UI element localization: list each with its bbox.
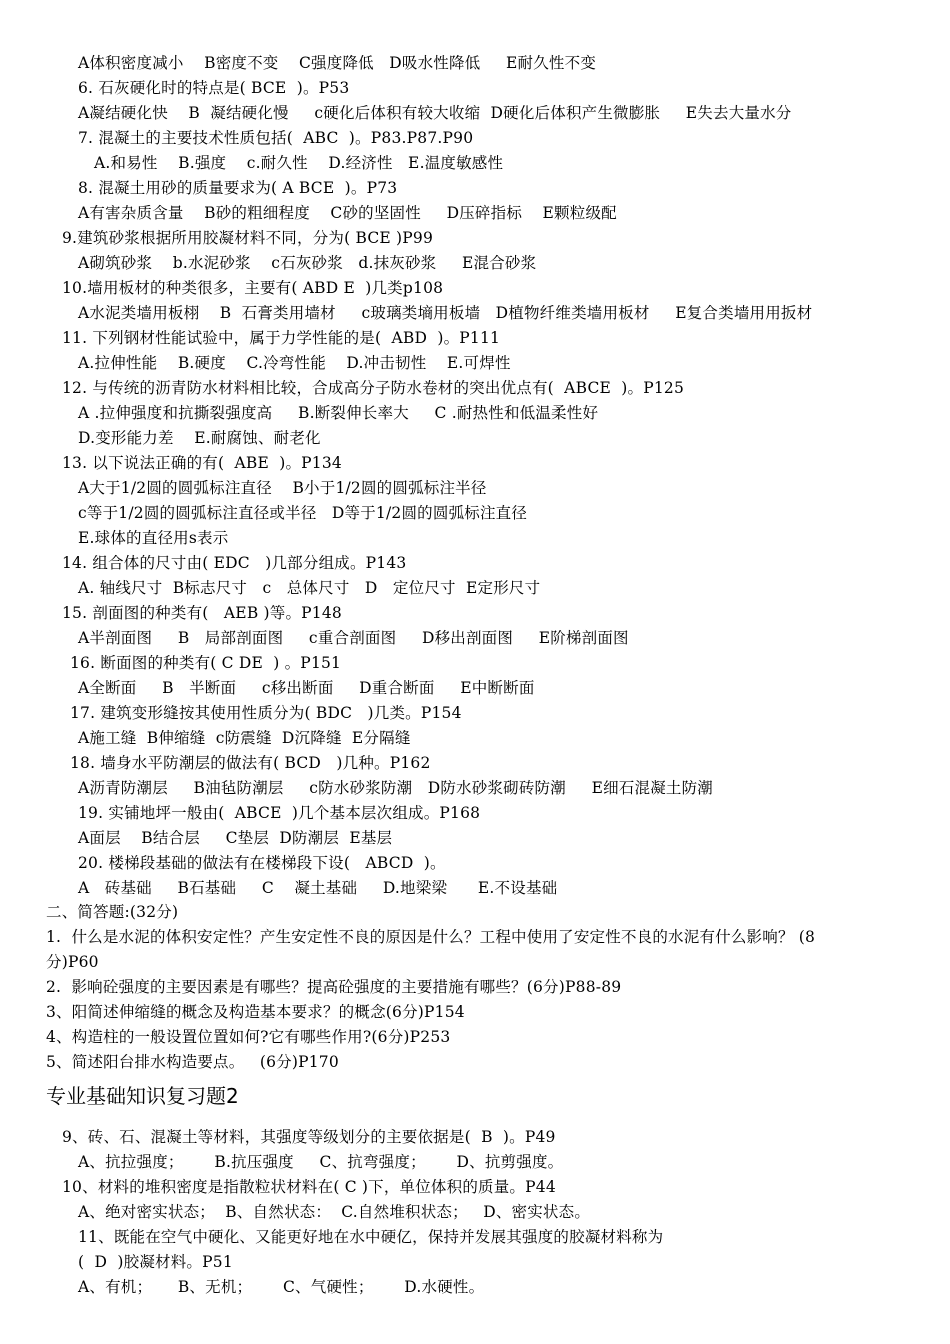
text-line: E.球体的直径用s表示 bbox=[78, 529, 229, 547]
text-line: 5、简述阳台排水构造要点。 (6分)P170 bbox=[46, 1053, 339, 1071]
text-line: 10、材料的堆积密度是指散粒状材料在( C )下，单位体积的质量。P44 bbox=[62, 1178, 556, 1196]
text-line: 9、砖、石、混凝土等材料，其强度等级划分的主要依据是( B )。P49 bbox=[62, 1128, 556, 1146]
text-line: A全断面 B 半断面 c移出断面 D重合断面 E中断断面 bbox=[78, 679, 535, 697]
text-line: 17. 建筑变形缝按其使用性质分为( BDC )几类。P154 bbox=[70, 704, 462, 722]
text-line: 12. 与传统的沥青防水材料相比较，合成高分子防水卷材的突出优点有( ABCE )。P125 bbox=[62, 379, 685, 397]
text-line: A.拉伸性能 B.硬度 C.冷弯性能 D.冲击韧性 E.可焊性 bbox=[78, 354, 511, 372]
text-line: 11. 下列钢材性能试验中，属于力学性能的是( ABD )。P111 bbox=[62, 329, 501, 347]
text-line: 9.建筑砂浆根据所用胶凝材料不同，分为( BCE )P99 bbox=[62, 229, 434, 247]
text-line: A、抗拉强度； B.抗压强度 C、抗弯强度； D、抗剪强度。 bbox=[78, 1153, 564, 1171]
text-line: 11、既能在空气中硬化、又能更好地在水中硬亿，保持并发展其强度的胶凝材料称为 bbox=[78, 1228, 664, 1246]
section-heading: 专业基础知识复习题2 bbox=[46, 1084, 239, 1108]
text-line: 8. 混凝土用砂的质量要求为( A BCE )。P73 bbox=[78, 179, 398, 197]
text-line: 7. 混凝土的主要技术性质包括( ABC )。P83.P87.P90 bbox=[78, 129, 474, 147]
text-line: A. 轴线尺寸 B标志尺寸 c 总体尺寸 D 定位尺寸 E定形尺寸 bbox=[78, 579, 541, 597]
text-line: 二、简答题:(32分) bbox=[46, 903, 179, 921]
text-line: 4、构造柱的一般设置位置如何?它有哪些作用?(6分)P253 bbox=[46, 1028, 451, 1046]
text-line: A、绝对密实状态； B、自然状态： C.自然堆积状态； D、密实状态。 bbox=[78, 1203, 591, 1221]
text-line: A半剖面图 B 局部剖面图 c重合剖面图 D移出剖面图 E阶梯剖面图 bbox=[78, 629, 629, 647]
text-line: 6. 石灰硬化时的特点是( BCE )。P53 bbox=[78, 79, 350, 97]
text-line: 18. 墙身水平防潮层的做法有( BCD )几种。P162 bbox=[70, 754, 431, 772]
text-line: 14. 组合体的尺寸由( EDC )几部分组成。P143 bbox=[62, 554, 407, 572]
text-line: A.和易性 B.强度 c.耐久性 D.经济性 E.温度敏感性 bbox=[94, 154, 504, 172]
text-line: 20. 楼梯段基础的做法有在楼梯段下设( ABCD )。 bbox=[78, 854, 446, 872]
text-line: A施工缝 B伸缩缝 c防震缝 D沉降缝 E分隔缝 bbox=[78, 729, 411, 747]
text-line: 1. 什么是水泥的体积安定性？产生安定性不良的原因是什么？工程中使用了安定性不良的水泥有什么影响？ (8 bbox=[46, 928, 816, 946]
text-line: 分)P60 bbox=[46, 953, 99, 971]
text-line: A大于1/2圆的圆弧标注直径 B小于1/2圆的圆弧标注半径 bbox=[78, 479, 487, 497]
text-line: A面层 B结合层 C垫层 D防潮层 E基层 bbox=[78, 829, 393, 847]
text-line: ( D )胶凝材料。P51 bbox=[78, 1253, 233, 1271]
text-line: A体积密度减小 B密度不变 C强度降低 D吸水性降低 E耐久性不变 bbox=[78, 54, 597, 72]
text-line: A砌筑砂浆 b.水泥砂浆 c石灰砂浆 d.抹灰砂浆 E混合砂浆 bbox=[78, 254, 537, 272]
text-line: A .拉伸强度和抗撕裂强度高 B.断裂伸长率大 C .耐热性和低温柔性好 bbox=[78, 404, 599, 422]
text-line: c等于1/2圆的圆弧标注直径或半径 D等于1/2圆的圆弧标注直径 bbox=[78, 504, 528, 522]
text-line: 13. 以下说法正确的有( ABE )。P134 bbox=[62, 454, 342, 472]
text-line: 16. 断面图的种类有( C DE ) 。P151 bbox=[70, 654, 342, 672]
text-line: 10.墙用板材的种类很多，主要有( ABD E )几类p108 bbox=[62, 279, 444, 297]
text-line: A沥青防潮层 B油毡防潮层 c防水砂浆防潮 D防水砂浆砌砖防潮 E细石混凝土防潮 bbox=[78, 779, 713, 797]
text-line: 19. 实铺地坪一般由( ABCE )几个基本层次组成。P168 bbox=[78, 804, 481, 822]
text-line: A凝结硬化快 B 凝结硬化慢 c硬化后体积有较大收缩 D硬化后体积产生微膨胀 E失去大量水分 bbox=[78, 104, 792, 122]
text-line: D.变形能力差 E.耐腐蚀、耐老化 bbox=[78, 429, 321, 447]
text-line: 3、阳简述伸缩缝的概念及构造基本要求？的概念(6分)P154 bbox=[46, 1003, 465, 1021]
text-line: A 砖基础 B石基础 C 凝土基础 D.地梁梁 E.不设基础 bbox=[78, 879, 558, 897]
text-line: A、有机； B、无机； C、气硬性； D.水硬性。 bbox=[78, 1278, 485, 1296]
text-line: 15. 剖面图的种类有( AEB )等。P148 bbox=[62, 604, 342, 622]
text-line: A水泥类墙用板栩 B 石膏类用墙材 c玻璃类墒用板墙 D植物纤维类墙用板材 E复合类墙用用扳材 bbox=[78, 304, 813, 322]
text-line: A有害杂质含量 B砂的粗细程度 C砂的坚固性 D压碎指标 E颗粒级配 bbox=[78, 204, 617, 222]
text-line: 2. 影响砼强度的主要因素是有哪些？提高砼强度的主要措施有哪些？(6分)P88-89 bbox=[46, 978, 622, 996]
